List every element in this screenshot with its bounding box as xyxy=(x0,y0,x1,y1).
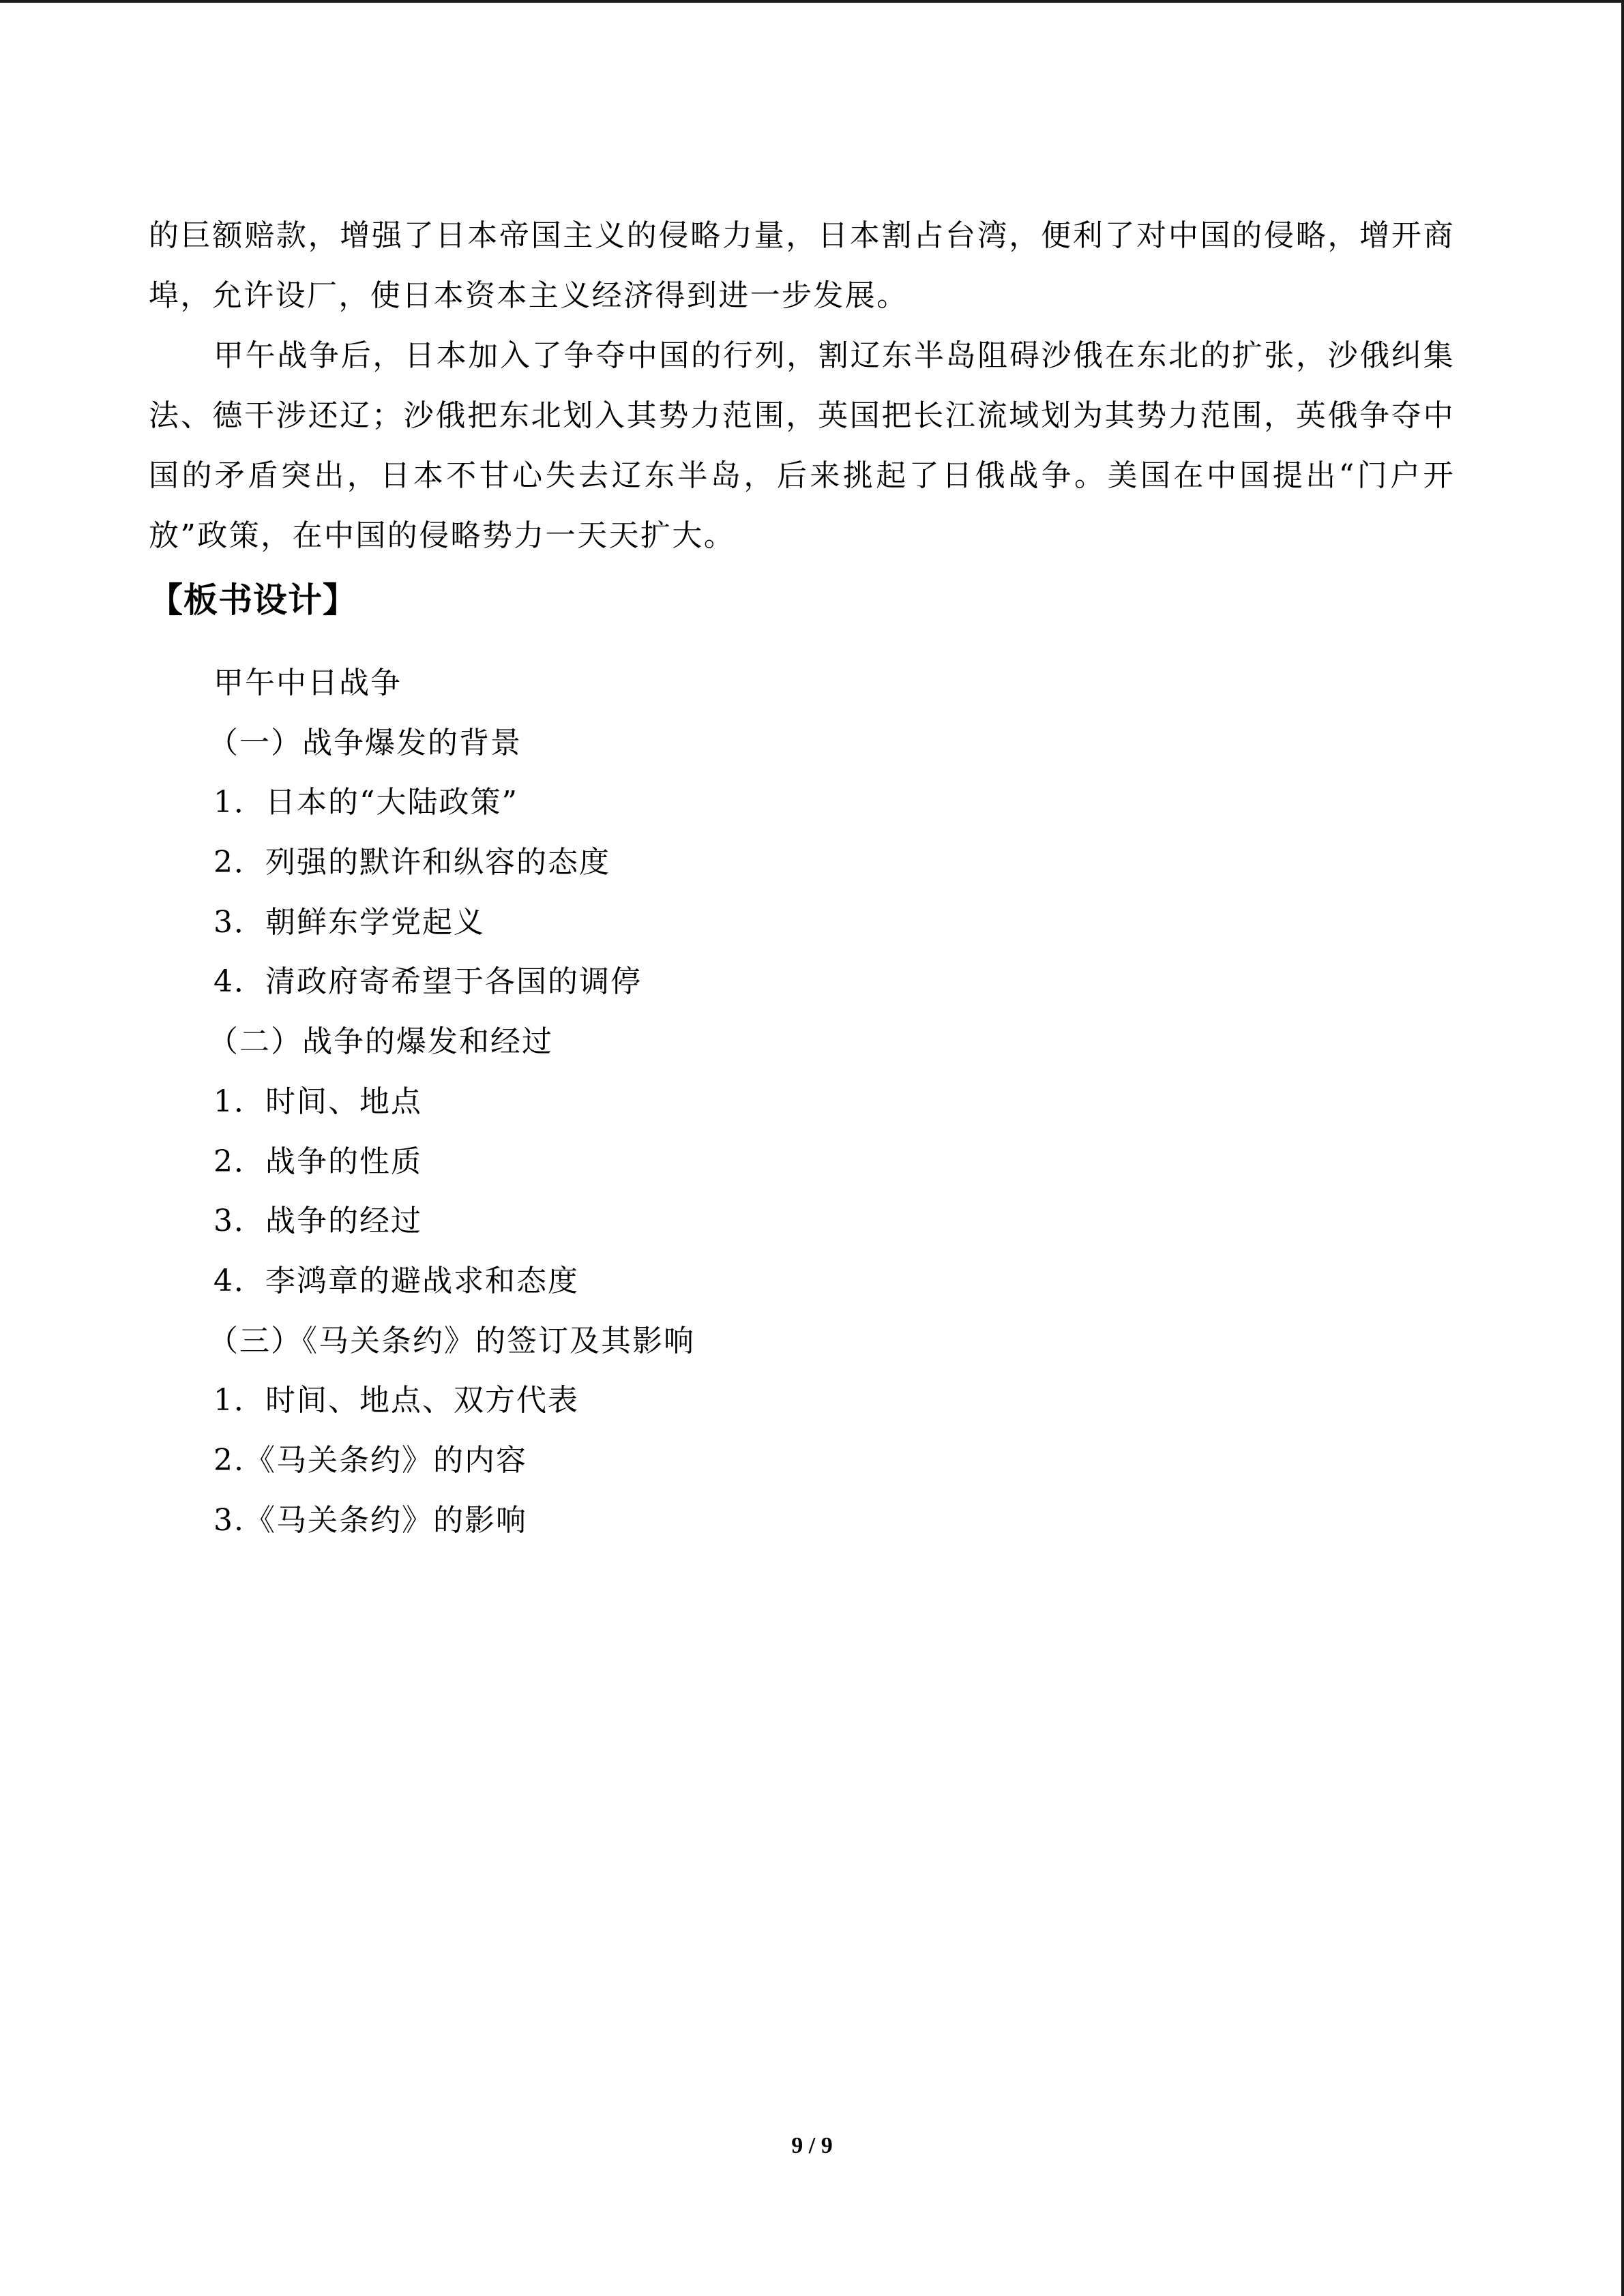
page-frame-right-border xyxy=(1621,0,1624,2296)
outline-item: 4．李鸿章的避战求和态度 xyxy=(213,1263,579,1298)
outline-item: 3．战争的经过 xyxy=(213,1204,422,1239)
outline-section-3: （三）《马关条约》的签订及其影响 xyxy=(208,1323,695,1358)
outline-item: 1．日本的“大陆政策” xyxy=(213,785,518,820)
outline-section-1: （一）战争爆发的背景 xyxy=(208,725,522,760)
blackboard-outline xyxy=(208,653,695,1550)
outline-item: 2．战争的性质 xyxy=(213,1144,422,1179)
body-text xyxy=(149,206,1455,566)
outline-item: 3.《马关条约》的影响 xyxy=(213,1502,527,1538)
section-heading-blackboard-design: 【板书设计】 xyxy=(149,580,357,620)
outline-item: 1．时间、地点 xyxy=(213,1084,422,1119)
outline-title: 甲午中日战争 xyxy=(213,666,402,700)
outline-item: 1．时间、地点、双方代表 xyxy=(213,1383,579,1418)
outline-item: 2．列强的默许和纵容的态度 xyxy=(213,845,610,880)
page-frame-top-border xyxy=(0,0,1624,3)
outline-item: 2.《马关条约》的内容 xyxy=(213,1442,527,1478)
body-paragraph-continuation: 的巨额赔款，增强了日本帝国主义的侵略力量，日本割占台湾，便利了对中国的侵略，增开商埠，允许设厂，使日本资本主义经济得到进一步发展。 xyxy=(149,218,1455,313)
page-number: 9 / 9 xyxy=(791,2133,833,2158)
outline-item: 3．朝鲜东学党起义 xyxy=(213,904,485,940)
body-paragraph-post-war: 甲午战争后，日本加入了争夺中国的行列，割辽东半岛阻碍沙俄在东北的扩张，沙俄纠集法、德干涉还辽；沙俄把东北划入其势力范围，英国把长江流域划为其势力范围，英俄争夺中国的矛盾突出，日本不甘心失去辽东半岛，后来挑起了日俄战争。美国在中国提出“门户开放”政策，在中国的侵略势力一天天扩大。 xyxy=(149,338,1455,553)
outline-item: 4．清政府寄希望于各国的调停 xyxy=(213,964,642,1000)
outline-section-2: （二）战争的爆发和经过 xyxy=(208,1024,553,1060)
